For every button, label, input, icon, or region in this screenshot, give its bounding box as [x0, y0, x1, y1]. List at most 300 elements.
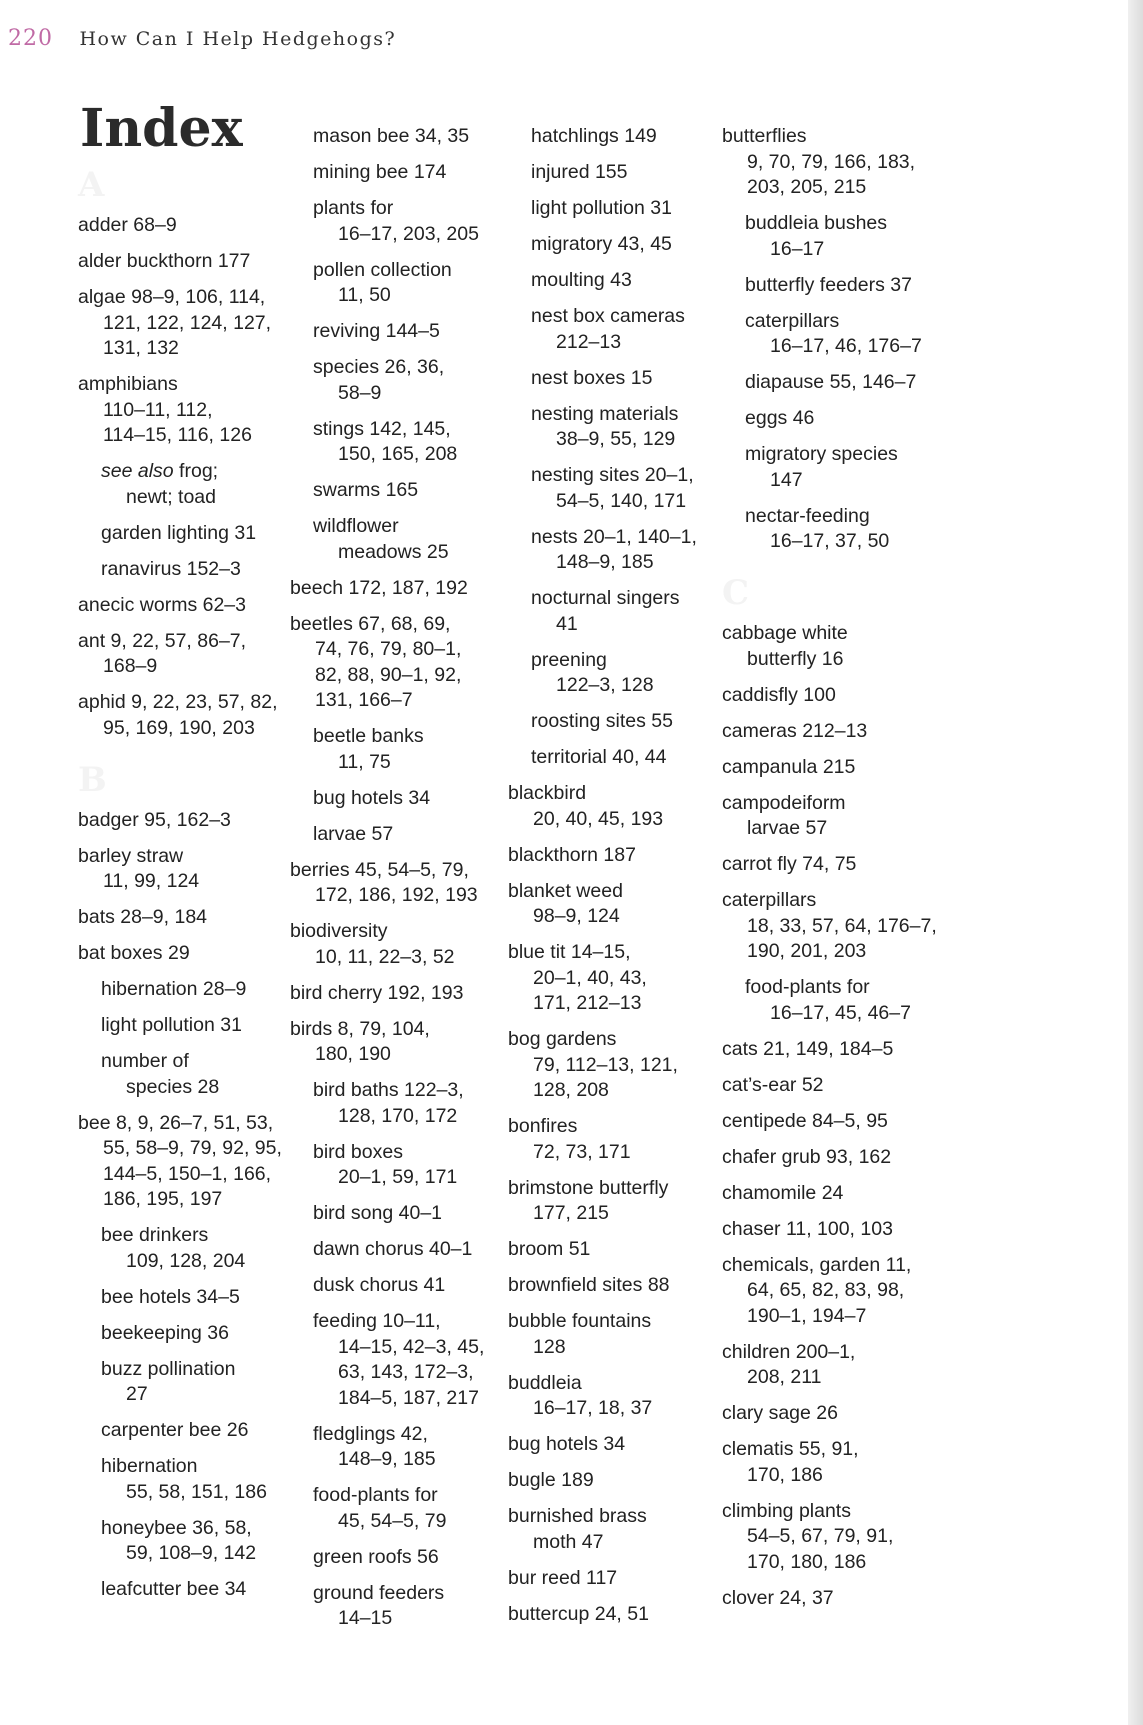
- entry-line: 144–5, 150–1, 166,: [103, 1162, 272, 1185]
- entry-line: bee hotels 34–5: [101, 1285, 240, 1308]
- entry-line: chaser 11, 100, 103: [722, 1217, 893, 1240]
- entry-line: 98–9, 124: [533, 905, 620, 927]
- index-subentry: [508, 160, 723, 186]
- index-subentry: [508, 525, 723, 576]
- entry-line: fledglings 42,: [313, 1422, 428, 1445]
- entry-line: bubble fountains: [508, 1310, 652, 1332]
- entry-line: bat boxes 29: [78, 942, 190, 964]
- index-subentry: [78, 557, 293, 583]
- index-column-2: [290, 124, 505, 1642]
- entry-line: caterpillars: [745, 309, 840, 332]
- entry-line: plants for: [313, 197, 394, 219]
- index-subentry: [508, 745, 723, 771]
- index-entry: [78, 593, 293, 619]
- entry-line: nest boxes 15: [531, 366, 653, 389]
- entry-line: 180, 190: [315, 1043, 391, 1065]
- index-subentry: [290, 1309, 505, 1411]
- index-entry: [722, 1217, 937, 1243]
- see-also-entry: [78, 459, 293, 510]
- index-entry: [78, 941, 293, 967]
- entry-line: hatchlings 149: [531, 125, 657, 147]
- index-entry: [508, 1176, 723, 1227]
- entry-line: 64, 65, 82, 83, 98,: [747, 1279, 905, 1301]
- index-entry: [508, 843, 723, 869]
- index-entry: [78, 1111, 293, 1213]
- entry-line: territorial 40, 44: [531, 746, 667, 768]
- entry-line: swarms 165: [313, 479, 419, 501]
- entry-line: blackthorn 187: [508, 843, 636, 866]
- entry-line: ground feeders: [313, 1581, 445, 1604]
- entry-line: honeybee 36, 58,: [101, 1516, 252, 1539]
- entry-line: species 26, 36,: [313, 356, 445, 378]
- entry-line: 148–9, 185: [556, 551, 654, 573]
- index-entry: [78, 844, 293, 895]
- index-subentry: [722, 442, 937, 493]
- entry-line: 20–1, 59, 171: [338, 1166, 458, 1188]
- entry-line: 11, 99, 124: [103, 870, 200, 892]
- entry-line: 168–9: [103, 655, 158, 677]
- index-subentry: [722, 370, 937, 396]
- entry-line: light pollution 31: [101, 1014, 242, 1036]
- entry-line: preening: [531, 648, 607, 671]
- index-entry: [78, 808, 293, 834]
- entry-line: bug hotels 34: [313, 786, 431, 809]
- entry-line: anecic worms 62–3: [78, 593, 246, 616]
- entry-line: broom 51: [508, 1238, 591, 1260]
- index-entry: [722, 1181, 937, 1207]
- entry-line: butterflies: [722, 125, 807, 147]
- entry-line: light pollution 31: [531, 197, 672, 219]
- entry-line: 16–17, 37, 50: [770, 530, 890, 552]
- index-entry: [290, 981, 505, 1007]
- entry-line: 148–9, 185: [338, 1448, 436, 1470]
- entry-line: burnished brass: [508, 1505, 647, 1527]
- index-entry: [722, 1499, 937, 1576]
- entry-line: 74, 76, 79, 80–1,: [315, 638, 462, 660]
- entry-line: cabbage white: [722, 622, 848, 644]
- entry-line: 128, 208: [533, 1079, 609, 1101]
- entry-line: 95, 169, 190, 203: [103, 716, 255, 739]
- index-subentry: [722, 309, 937, 360]
- entry-line: 14–15: [338, 1607, 393, 1629]
- entry-line: buttercup 24, 51: [508, 1602, 649, 1625]
- entry-line: bur reed 117: [508, 1566, 618, 1589]
- index-entry: [290, 919, 505, 970]
- entry-line: caterpillars: [722, 889, 817, 911]
- section-letter: A: [78, 165, 105, 205]
- entry-line: wildflower: [313, 515, 399, 537]
- entry-line: food-plants for: [313, 1484, 438, 1506]
- index-subentry: [290, 1581, 505, 1632]
- index-subentry: [290, 355, 505, 406]
- index-subentry: [290, 417, 505, 468]
- index-entry: [78, 285, 293, 362]
- index-entry: [508, 1602, 723, 1628]
- index-subentry: [290, 1483, 505, 1534]
- index-subentry: [290, 724, 505, 775]
- entry-line: brownfield sites 88: [508, 1274, 670, 1296]
- entry-line: ant 9, 22, 57, 86–7,: [78, 629, 247, 652]
- index-entry: [508, 1566, 723, 1592]
- index-entry: [508, 1468, 723, 1494]
- index-subentry: [78, 1223, 293, 1274]
- entry-line: 18, 33, 57, 64, 176–7,: [747, 914, 937, 937]
- entry-line: 72, 73, 171: [533, 1140, 631, 1163]
- index-entry: [722, 1340, 937, 1391]
- entry-line: berries 45, 54–5, 79,: [290, 858, 469, 881]
- index-entry: [722, 1145, 937, 1171]
- index-subentry: [722, 211, 937, 262]
- entry-line: beekeeping 36: [101, 1321, 229, 1344]
- index-subentry: [78, 1049, 293, 1100]
- index-entry: [508, 781, 723, 832]
- entry-line: bird boxes: [313, 1140, 403, 1163]
- index-subentry: [78, 977, 293, 1003]
- entry-line: food-plants for: [745, 976, 870, 998]
- index-entry: [722, 1586, 937, 1612]
- entry-line: badger 95, 162–3: [78, 808, 231, 831]
- entry-line: nest box cameras: [531, 305, 685, 327]
- index-entry: [508, 879, 723, 930]
- index-entry: [722, 124, 937, 201]
- index-entry: [722, 1037, 937, 1063]
- entry-line: bats 28–9, 184: [78, 906, 208, 928]
- entry-line: 82, 88, 90–1, 92,: [315, 663, 462, 686]
- index-entry: [508, 1504, 723, 1555]
- index-subentry: [290, 822, 505, 848]
- entry-line: meadows 25: [338, 540, 449, 563]
- entry-line: 170, 186: [747, 1463, 823, 1486]
- index-subentry: [722, 504, 937, 555]
- index-entry: [722, 1401, 937, 1427]
- entry-line: children 200–1,: [722, 1340, 856, 1363]
- entry-line: 128: [533, 1335, 566, 1358]
- index-subentry: [78, 521, 293, 547]
- entry-line: reviving 144–5: [313, 320, 440, 342]
- index-subentry: [290, 319, 505, 345]
- index-entry: [508, 1237, 723, 1263]
- entry-line: 131, 132: [103, 337, 179, 359]
- index-column-3: [508, 124, 723, 1638]
- entry-line: see also frog;: [101, 460, 219, 482]
- entry-line: injured 155: [531, 161, 628, 183]
- entry-line: 170, 180, 186: [747, 1550, 867, 1573]
- index-subentry: [78, 1516, 293, 1567]
- running-title: How Can I Help Hedgehogs?: [79, 28, 397, 50]
- entry-line: 11, 75: [338, 750, 391, 773]
- entry-line: amphibians: [78, 373, 178, 395]
- entry-line: 79, 112–13, 121,: [533, 1053, 678, 1076]
- entry-line: moth 47: [533, 1530, 604, 1553]
- entry-line: 11, 50: [338, 284, 391, 306]
- index-title: Index: [80, 98, 243, 159]
- index-entry: [508, 1114, 723, 1165]
- index-entry: [78, 213, 293, 239]
- entry-line: nocturnal singers: [531, 587, 680, 609]
- entry-line: 54–5, 140, 171: [556, 489, 687, 512]
- entry-line: 58–9: [338, 381, 382, 404]
- section-letter: B: [78, 759, 107, 800]
- entry-line: buzz pollination: [101, 1357, 236, 1380]
- entry-line: eggs 46: [745, 407, 815, 429]
- entry-line: hibernation: [101, 1455, 198, 1477]
- page-edge-shadow: [1128, 0, 1143, 1725]
- entry-line: bird song 40–1: [313, 1202, 443, 1224]
- entry-line: 20–1, 40, 43,: [533, 966, 647, 989]
- entry-line: carpenter bee 26: [101, 1419, 249, 1441]
- index-subentry: [508, 586, 723, 637]
- index-subentry: [508, 232, 723, 258]
- entry-line: buddleia: [508, 1371, 582, 1394]
- index-subentry: [290, 1078, 505, 1129]
- entry-line: butterfly 16: [747, 647, 844, 670]
- entry-line: cameras 212–13: [722, 719, 868, 742]
- entry-line: 147: [770, 468, 803, 491]
- entry-line: 9, 70, 79, 166, 183,: [747, 150, 916, 173]
- entry-line: beetle banks: [313, 725, 424, 747]
- index-entry: [78, 249, 293, 275]
- entry-line: bug hotels 34: [508, 1433, 626, 1455]
- entry-line: 171, 212–13: [533, 992, 642, 1014]
- entry-line: migratory species: [745, 443, 898, 465]
- index-entry: [508, 1309, 723, 1360]
- entry-line: carrot fly 74, 75: [722, 853, 857, 875]
- entry-line: 203, 205, 215: [747, 176, 867, 198]
- entry-line: 110–11, 112,: [103, 398, 213, 421]
- index-entry: [290, 858, 505, 909]
- section-letter: C: [722, 573, 750, 613]
- index-entry: [508, 940, 723, 1017]
- index-subentry: [290, 1545, 505, 1571]
- entry-line: alder buckthorn 177: [78, 250, 251, 272]
- index-subentry: [508, 709, 723, 735]
- entry-line: nectar-feeding: [745, 504, 870, 527]
- index-subentry: [508, 196, 723, 222]
- entry-line: larvae 57: [747, 817, 828, 839]
- index-entry: [722, 719, 937, 745]
- index-subentry: [78, 1321, 293, 1347]
- entry-line: nests 20–1, 140–1,: [531, 525, 697, 548]
- entry-line: chafer grub 93, 162: [722, 1145, 892, 1168]
- entry-line: climbing plants: [722, 1499, 851, 1522]
- index-entry: [722, 1437, 937, 1488]
- entry-line: migratory 43, 45: [531, 233, 672, 255]
- entry-line: 16–17: [770, 237, 825, 260]
- index-entry: [722, 1253, 937, 1330]
- index-entry: [290, 1017, 505, 1068]
- entry-line: 59, 108–9, 142: [126, 1542, 257, 1564]
- entry-line: 131, 166–7: [315, 689, 413, 711]
- index-entry: [722, 1073, 937, 1099]
- page-number: 220: [8, 26, 53, 51]
- entry-line: 55, 58, 151, 186: [126, 1480, 267, 1503]
- index-subentry: [290, 1140, 505, 1191]
- index-subentry: [290, 1273, 505, 1299]
- index-column-4: [722, 124, 937, 1622]
- index-subentry: [78, 1418, 293, 1444]
- index-subentry: [290, 258, 505, 309]
- entry-line: 14–15, 42–3, 45,: [338, 1335, 485, 1358]
- index-entry: [290, 576, 505, 602]
- entry-line: bog gardens: [508, 1028, 617, 1050]
- entry-line: blanket weed: [508, 879, 623, 902]
- index-subentry: [78, 1285, 293, 1311]
- index-entry: [722, 683, 937, 709]
- index-subentry: [78, 1577, 293, 1603]
- entry-line: 109, 128, 204: [126, 1249, 246, 1272]
- index-subentry: [290, 196, 505, 247]
- index-subentry: [508, 463, 723, 514]
- entry-line: 212–13: [556, 330, 622, 353]
- entry-line: 186, 195, 197: [103, 1188, 223, 1210]
- entry-line: garden lighting 31: [101, 521, 257, 544]
- index-entry: [722, 755, 937, 781]
- index-subentry: [722, 975, 937, 1026]
- index-subentry: [290, 1422, 505, 1473]
- entry-line: pollen collection: [313, 258, 452, 281]
- index-subentry: [508, 268, 723, 294]
- index-entry: [508, 1432, 723, 1458]
- entry-line: 190, 201, 203: [747, 940, 867, 962]
- entry-line: bee 8, 9, 26–7, 51, 53,: [78, 1111, 274, 1134]
- index-subentry: [290, 478, 505, 504]
- index-entry: [508, 1273, 723, 1299]
- index-entry: [78, 629, 293, 680]
- entry-line: centipede 84–5, 95: [722, 1109, 888, 1132]
- entry-line: larvae 57: [313, 822, 394, 845]
- entry-line: ranavirus 152–3: [101, 557, 241, 580]
- entry-line: leafcutter bee 34: [101, 1578, 247, 1600]
- index-entry: [78, 905, 293, 931]
- entry-line: campanula 215: [722, 755, 856, 778]
- entry-line: bee drinkers: [101, 1224, 209, 1246]
- index-subentry: [508, 402, 723, 453]
- entry-line: campodeiform: [722, 791, 846, 814]
- entry-line: 38–9, 55, 129: [556, 428, 676, 450]
- entry-line: butterfly feeders 37: [745, 273, 912, 296]
- entry-line: 16–17, 45, 46–7: [770, 1001, 911, 1024]
- entry-line: 55, 58–9, 79, 92, 95,: [103, 1137, 282, 1159]
- index-subentry: [78, 1013, 293, 1039]
- entry-line: 184–5, 187, 217: [338, 1386, 479, 1409]
- entry-line: 122–3, 128: [556, 674, 654, 696]
- index-subentry: [78, 1454, 293, 1505]
- entry-line: cats 21, 149, 184–5: [722, 1037, 894, 1060]
- entry-line: bugle 189: [508, 1469, 594, 1491]
- entry-line: 63, 143, 172–3,: [338, 1361, 474, 1383]
- entry-line: adder 68–9: [78, 214, 177, 236]
- entry-line: buddleia bushes: [745, 212, 888, 234]
- entry-line: newt; toad: [126, 485, 216, 508]
- running-header: [8, 26, 396, 56]
- entry-line: 27: [126, 1383, 148, 1405]
- index-subentry: [508, 304, 723, 355]
- entry-line: mining bee 174: [313, 161, 447, 183]
- index-subentry: [290, 1237, 505, 1263]
- entry-line: 114–15, 116, 126: [103, 424, 252, 446]
- index-entry: [508, 1027, 723, 1104]
- entry-line: 20, 40, 45, 193: [533, 807, 664, 830]
- entry-line: caddisfly 100: [722, 683, 836, 706]
- index-entry: [722, 621, 937, 672]
- entry-line: bird baths 122–3,: [313, 1079, 464, 1101]
- index-subentry: [722, 406, 937, 432]
- index-entry: [508, 1371, 723, 1422]
- entry-line: 172, 186, 192, 193: [315, 884, 478, 906]
- entry-line: clover 24, 37: [722, 1586, 834, 1609]
- entry-line: 128, 170, 172: [338, 1104, 458, 1127]
- index-column-1: [78, 157, 293, 1613]
- index-entry: [78, 372, 293, 449]
- entry-line: blackbird: [508, 782, 587, 804]
- entry-line: chemicals, garden 11,: [722, 1253, 912, 1276]
- entry-line: 16–17, 46, 176–7: [770, 335, 922, 357]
- entry-line: dawn chorus 40–1: [313, 1238, 473, 1260]
- index-subentry: [290, 1201, 505, 1227]
- entry-line: 45, 54–5, 79: [338, 1509, 447, 1532]
- entry-line: 10, 11, 22–3, 52: [315, 945, 455, 968]
- entry-line: stings 142, 145,: [313, 417, 451, 440]
- entry-line: beech 172, 187, 192: [290, 576, 468, 599]
- index-entry: [722, 1109, 937, 1135]
- entry-line: number of: [101, 1050, 189, 1072]
- index-entry: [722, 791, 937, 842]
- index-entry: [722, 852, 937, 878]
- entry-line: biodiversity: [290, 920, 388, 942]
- index-subentry: [290, 160, 505, 186]
- entry-line: cat’s-ear 52: [722, 1073, 824, 1096]
- entry-line: 54–5, 67, 79, 91,: [747, 1525, 894, 1547]
- entry-line: bird cherry 192, 193: [290, 981, 464, 1004]
- entry-line: 150, 165, 208: [338, 443, 458, 465]
- index-subentry: [290, 124, 505, 150]
- entry-line: hibernation 28–9: [101, 978, 247, 1000]
- entry-line: dusk chorus 41: [313, 1274, 446, 1296]
- entry-line: green roofs 56: [313, 1545, 439, 1568]
- entry-line: blue tit 14–15,: [508, 941, 631, 963]
- entry-line: mason bee 34, 35: [313, 125, 470, 147]
- entry-line: barley straw: [78, 844, 184, 867]
- entry-line: 16–17, 203, 205: [338, 222, 479, 245]
- entry-line: bonfires: [508, 1115, 578, 1137]
- entry-line: 190–1, 194–7: [747, 1304, 867, 1327]
- entry-line: brimstone butterfly: [508, 1176, 669, 1199]
- index-subentry: [290, 786, 505, 812]
- index-entry: [78, 690, 293, 741]
- entry-line: 121, 122, 124, 127,: [103, 311, 272, 334]
- entry-line: beetles 67, 68, 69,: [290, 612, 451, 635]
- index-subentry: [508, 124, 723, 150]
- index-subentry: [508, 366, 723, 392]
- entry-line: moulting 43: [531, 269, 632, 291]
- entry-line: chamomile 24: [722, 1181, 844, 1204]
- entry-line: clary sage 26: [722, 1402, 838, 1424]
- entry-line: algae 98–9, 106, 114,: [78, 286, 266, 308]
- index-subentry: [290, 514, 505, 565]
- entry-line: nesting materials: [531, 402, 679, 425]
- entry-line: 16–17, 18, 37: [533, 1397, 653, 1419]
- entry-line: diapause 55, 146–7: [745, 371, 917, 393]
- entry-line: aphid 9, 22, 23, 57, 82,: [78, 691, 278, 713]
- index-subentry: [508, 648, 723, 699]
- index-subentry: [722, 273, 937, 299]
- index-subentry: [78, 1357, 293, 1408]
- index-entry: [722, 888, 937, 965]
- entry-line: 177, 215: [533, 1202, 609, 1224]
- entry-line: 208, 211: [747, 1366, 822, 1388]
- entry-line: birds 8, 79, 104,: [290, 1017, 430, 1040]
- entry-line: nesting sites 20–1,: [531, 464, 694, 486]
